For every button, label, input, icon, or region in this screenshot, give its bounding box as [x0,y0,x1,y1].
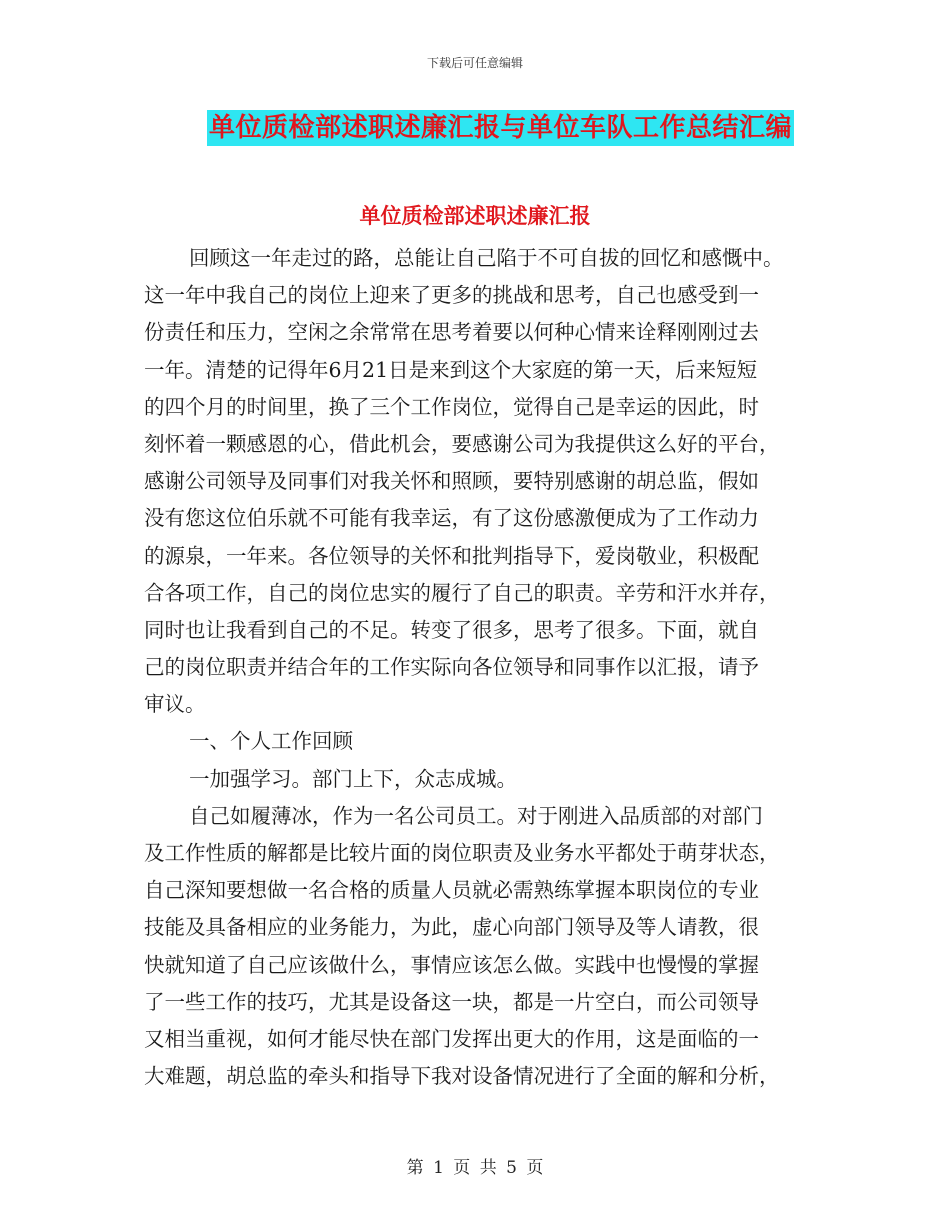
paragraph-line: 一年。清楚的记得年6月21日是来到这个大家庭的第一天，后来短短 [144,357,758,382]
paragraph-line: 份责任和压力，空闲之余常常在思考着要以何种心情来诠释刚刚过去 [144,320,759,345]
section-title: 单位质检部述职述廉汇报 [359,204,591,228]
paragraph-line: 合各项工作，自己的岗位忠实的履行了自己的职责。辛劳和汗水并存， [144,580,780,605]
paragraph-line: 感谢公司领导及同事们对我关怀和照顾，要特别感谢的胡总监，假如 [144,469,759,494]
paragraph-line: 技能及具备相应的业务能力，为此，虚心向部门领导及等人请教，很 [144,915,759,940]
paragraph-line: 及工作性质的解都是比较片面的岗位职责及业务水平都处于萌芽状态， [144,841,780,865]
paragraph-line: 回顾这一年走过的路，总能让自己陷于不可自拔的回忆和感慨中。 [189,246,784,270]
body-text [144,240,810,1095]
paragraph-line: 己的岗位职责并结合年的工作实际向各位领导和同事作以汇报，请予 [144,655,759,680]
page-number-footer: 第 1 页 共 5 页 [406,1158,544,1178]
paragraph-line: 自己如履薄冰，作为一名公司员工。对于刚进入品质部的对部门 [189,803,763,828]
paragraph-line: 没有您这位伯乐就不可能有我幸运，有了这份感激便成为了工作动力 [144,506,759,531]
paragraph-line: 同时也让我看到自己的不足。转变了很多，思考了很多。下面，就自 [144,617,759,642]
section-heading-line: 一、个人工作回顾 [189,729,353,754]
paragraph-line: 这一年中我自己的岗位上迎来了更多的挑战和思考，自己也感受到一 [144,283,759,308]
header-note: 下载后可任意编辑 [426,56,523,70]
paragraph-line: 又相当重视，如何才能尽快在部门发挥出更大的作用，这是面临的一 [144,1026,759,1051]
paragraph-line: 大难题，胡总监的牵头和指导下我对设备情况进行了全面的解和分析， [144,1064,780,1089]
paragraph-line: 了一些工作的技巧，尤其是设备这一块，都是一片空白，而公司领导 [144,989,759,1014]
paragraph-line: 快就知道了自己应该做什么，事情应该怎么做。实践中也慢慢的掌握 [144,952,759,977]
paragraph-line: 自己深知要想做一名合格的质量人员就必需熟练掌握本职岗位的专业 [144,878,759,903]
paragraph-line: 的源泉，一年来。各位领导的关怀和批判指导下，爱岗敬业，积极配 [144,543,759,568]
paragraph-line: 审议。 [144,692,206,717]
paragraph-line: 的四个月的时间里，换了三个工作岗位，觉得自己是幸运的因此，时 [144,394,759,419]
paragraph-line: 刻怀着一颗感恩的心，借此机会，要感谢公司为我提供这么好的平台， [144,431,780,456]
document-main-title: 单位质检部述职述廉汇报与单位车队工作总结汇编 [207,110,794,146]
subsection-heading-line: 一加强学习。部门上下，众志成城。 [189,766,517,791]
